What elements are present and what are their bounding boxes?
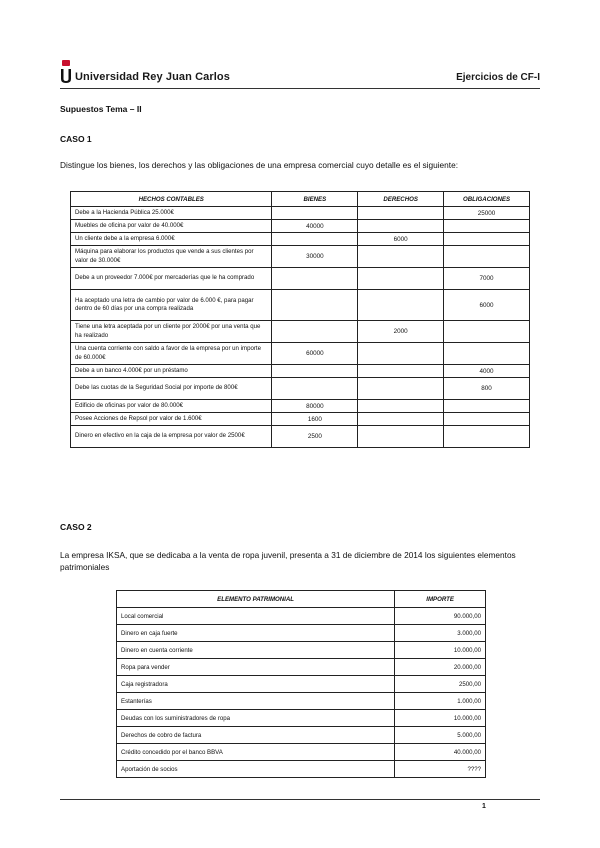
caso2-row — [117, 710, 486, 727]
elemento-cell: Deudas con los suministradores de ropa — [117, 710, 395, 727]
importe-cell: 40.000,00 — [395, 744, 486, 761]
caso1-row — [71, 207, 530, 220]
university-name: Universidad Rey Juan Carlos — [75, 71, 230, 83]
derechos-cell — [358, 426, 444, 448]
hecho-cell: Máquina para elaborar los productos que vende a sus clientes por valor de 30.000€ — [71, 246, 272, 268]
derechos-cell: 2000 — [358, 321, 444, 343]
hecho-cell: Muebles de oficina por valor de 40.000€ — [71, 220, 272, 233]
caso1-row — [71, 290, 530, 321]
bienes-cell — [272, 268, 358, 290]
hecho-cell: Posee Acciones de Repsol por valor de 1.600€ — [71, 413, 272, 426]
col-derechos: DERECHOS — [358, 192, 444, 207]
caso1-header-row — [71, 192, 530, 207]
header-divider — [60, 88, 540, 89]
hecho-cell: Edificio de oficinas por valor de 80.000€ — [71, 400, 272, 413]
caso1-row — [71, 400, 530, 413]
caso1-row — [71, 365, 530, 378]
bienes-cell — [272, 378, 358, 400]
bienes-cell — [272, 321, 358, 343]
caso1-row — [71, 246, 530, 268]
elemento-cell: Estanterías — [117, 693, 395, 710]
bienes-cell: 40000 — [272, 220, 358, 233]
exercises-title: Ejercicios de CF-I — [456, 72, 540, 83]
obligaciones-cell: 25000 — [444, 207, 530, 220]
page-header — [60, 60, 540, 88]
caso1-intro: Distingue los bienes, los derechos y las obligaciones de una empresa comercial cuyo detalle es el siguiente: — [60, 160, 459, 170]
hecho-cell: Debe a un banco 4.000€ por un préstamo — [71, 365, 272, 378]
caso2-row — [117, 676, 486, 693]
hecho-cell: Debe a la Hacienda Pública 25.000€ — [71, 207, 272, 220]
bienes-cell: 1600 — [272, 413, 358, 426]
elemento-cell: Aportación de socios — [117, 761, 395, 778]
derechos-cell — [358, 400, 444, 413]
caso2-header-row — [117, 591, 486, 608]
bienes-cell — [272, 233, 358, 246]
hecho-cell: Ha aceptado una letra de cambio por valor de 6.000 €, para pagar dentro de 60 días por una compra realizada — [71, 290, 272, 321]
obligaciones-cell — [444, 413, 530, 426]
elemento-cell: Dinero en caja fuerte — [117, 625, 395, 642]
caso1-row — [71, 343, 530, 365]
importe-cell: 3.000,00 — [395, 625, 486, 642]
importe-cell: 10.000,00 — [395, 642, 486, 659]
derechos-cell: 6000 — [358, 233, 444, 246]
bienes-cell: 2500 — [272, 426, 358, 448]
caso1-row — [71, 378, 530, 400]
caso2-row — [117, 744, 486, 761]
bienes-cell: 30000 — [272, 246, 358, 268]
hecho-cell: Debe a un proveedor 7.000€ por mercaderías que le ha comprado — [71, 268, 272, 290]
obligaciones-cell — [444, 400, 530, 413]
caso2-intro: La empresa IKSA, que se dedicaba a la venta de ropa juvenil, presenta a 31 de diciembre de 2014 los siguientes elementos patrimoniales — [60, 550, 516, 573]
elemento-cell: Local comercial — [117, 608, 395, 625]
derechos-cell — [358, 220, 444, 233]
importe-cell: 2500,00 — [395, 676, 486, 693]
university-logo-icon — [60, 60, 72, 84]
bienes-cell: 60000 — [272, 343, 358, 365]
elemento-cell: Crédito concedido por el banco BBVA — [117, 744, 395, 761]
caso1-row — [71, 426, 530, 448]
document-title: Supuestos Tema – II — [60, 104, 142, 114]
obligaciones-cell — [444, 233, 530, 246]
col-importe: IMPORTE — [395, 591, 486, 608]
obligaciones-cell: 4000 — [444, 365, 530, 378]
obligaciones-cell — [444, 220, 530, 233]
bienes-cell — [272, 290, 358, 321]
derechos-cell — [358, 343, 444, 365]
elemento-cell: Caja registradora — [117, 676, 395, 693]
elemento-cell: Ropa para vender — [117, 659, 395, 676]
importe-cell: 1.000,00 — [395, 693, 486, 710]
bienes-cell: 80000 — [272, 400, 358, 413]
derechos-cell — [358, 413, 444, 426]
obligaciones-cell — [444, 343, 530, 365]
caso1-row — [71, 220, 530, 233]
caso2-row — [117, 659, 486, 676]
derechos-cell — [358, 207, 444, 220]
bienes-cell — [272, 365, 358, 378]
col-obligaciones: OBLIGACIONES — [444, 192, 530, 207]
obligaciones-cell — [444, 426, 530, 448]
caso2-row — [117, 625, 486, 642]
caso2-table — [116, 590, 486, 778]
importe-cell: ???? — [395, 761, 486, 778]
page-number: 1 — [482, 803, 486, 810]
caso1-row — [71, 233, 530, 246]
col-elemento: ELEMENTO PATRIMONIAL — [117, 591, 395, 608]
obligaciones-cell — [444, 321, 530, 343]
col-hechos: HECHOS CONTABLES — [71, 192, 272, 207]
obligaciones-cell: 6000 — [444, 290, 530, 321]
derechos-cell — [358, 378, 444, 400]
caso2-heading: CASO 2 — [60, 522, 92, 532]
importe-cell: 20.000,00 — [395, 659, 486, 676]
caso2-row — [117, 608, 486, 625]
derechos-cell — [358, 365, 444, 378]
derechos-cell — [358, 268, 444, 290]
hecho-cell: Un cliente debe a la empresa 6.000€ — [71, 233, 272, 246]
importe-cell: 90.000,00 — [395, 608, 486, 625]
obligaciones-cell: 800 — [444, 378, 530, 400]
caso1-row — [71, 413, 530, 426]
caso1-row — [71, 268, 530, 290]
elemento-cell: Dinero en cuenta corriente — [117, 642, 395, 659]
hecho-cell: Dinero en efectivo en la caja de la empresa por valor de 2500€ — [71, 426, 272, 448]
importe-cell: 10.000,00 — [395, 710, 486, 727]
caso1-row — [71, 321, 530, 343]
derechos-cell — [358, 290, 444, 321]
elemento-cell: Derechos de cobro de factura — [117, 727, 395, 744]
footer-divider — [60, 799, 540, 800]
hecho-cell: Una cuenta corriente con saldo a favor de la empresa por un importe de 60.000€ — [71, 343, 272, 365]
caso2-row — [117, 727, 486, 744]
hecho-cell: Debe las cuotas de la Seguridad Social por importe de 800€ — [71, 378, 272, 400]
caso2-row — [117, 761, 486, 778]
obligaciones-cell: 7000 — [444, 268, 530, 290]
col-bienes: BIENES — [272, 192, 358, 207]
derechos-cell — [358, 246, 444, 268]
caso1-table — [70, 191, 530, 448]
caso1-heading: CASO 1 — [60, 134, 92, 144]
importe-cell: 5.000,00 — [395, 727, 486, 744]
hecho-cell: Tiene una letra aceptada por un cliente por 2000€ por una venta que ha realizado — [71, 321, 272, 343]
caso2-row — [117, 693, 486, 710]
caso2-row — [117, 642, 486, 659]
obligaciones-cell — [444, 246, 530, 268]
bienes-cell — [272, 207, 358, 220]
